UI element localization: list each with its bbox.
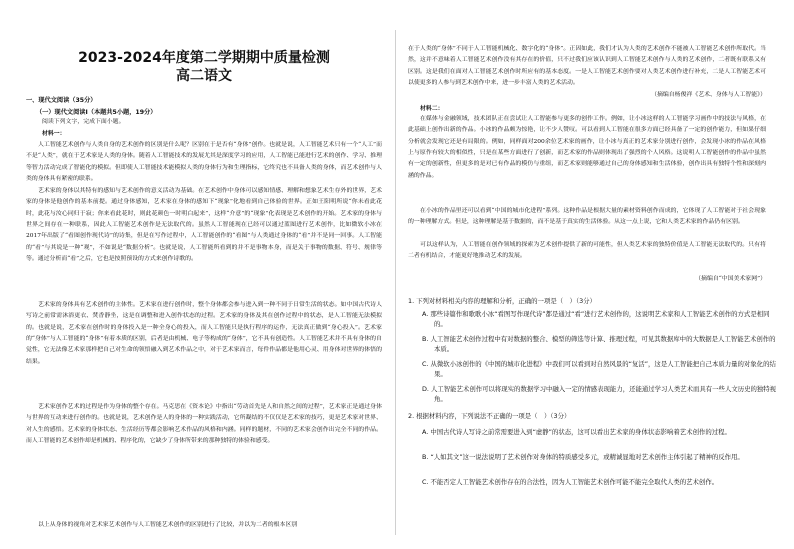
question-1-option-c[interactable]: C. 从微软小冰创作的《中国的城市化进程》中我们可以看到对自然风景的“复活”，这是人工智能把自己本质力量的对象化的结果。 [422,360,776,379]
paragraph: 在媒体与金融领域，技术团队正在尝试让人工智能参与更多的创作工作。例如，让小冰这样的人工智能学习画作中的技法与风格，在此基础上创作出新的作品。小冰的作品颇为惊艳，让不少人赞叹。可以看到人工智能在很多方面已经具备了一定的创作能力，但如果仔细分析就会发现它还是有局限的。例如，同样面对200余位艺术家的画作，让小冰与真正的艺术家分别进行创作，会发现小冰的作品在风格上与原作有较大的相似性，只是在某些方面进行了创新，而艺术家的作品则体现出了强烈的个人风格。这说明人工智能创作的作品中虽然有一定的创新性，但更多的是对已有作品的模仿与重组，而艺术家则能够通过自己的身体感知和生活体验，创作出具有独特个性和深刻内涵的作品。 [408,116,766,179]
paragraph: 艺术家的身体具有艺术创作的主体性。艺术家在进行创作时，整个身体都会参与进入到一种不同于日常生活的状态。如中国古代诗人写诗之前常需沐浴更衣、焚香静坐，这是在调整和进入创作状态的过程。艺术家的身体及其在创作过程中的状态，是人工智能无法模拟的。也就是说，艺术家在创作时的身体投入是一种全身心的投入，而人工智能只是执行程序的运作，无法真正做到“身心投入”。艺术家的“身体”与人工智能的“身体”有着本质的区别，后者是由机械、电子等构成的“身体”，它不具有创造性。人工智能艺术并不具有身体的自觉性，它无法像艺术家那样把自己对生命的领悟融入到艺术作品之中，对于艺术家而言，每件作品都是他用心灵、用身体对世界的体悟的结果。 [26,302,382,365]
paragraph: 在于人类的“身体”不同于人工智能机械化、数字化的“身体”。正因如此，我们才认为人类的艺术创作不能被人工智能艺术创作所取代。当然，这并不意味着人工智能艺术创作没有其存在的价值，只不过我们应该认识到人工智能艺术创作与人类的艺术创作，二者既有联系又有区别。这是我们在面对人工智能艺术创作时所应有的基本态度。一是人工智能艺术创作要对人类艺术创作进行补充，二是人工智能艺术可以使更多的人参与到艺术创作中来，进一步丰富人类的艺术活动。 [408,46,766,87]
question-1-option-a[interactable]: A. 那些诗篇作和歌歌小冰“看图写作现代诗”都是通过“看”进行艺术创作的，这说明艺术家和人工智能艺术创作的方式是相同的。 [422,310,770,329]
paragraph: 可以这样认为，人工智能在创作领域的探索为艺术创作提供了新的可能性，但人类艺术家的独特价值是人工智能无法取代的。只有将二者有机结合，才能更好地推动艺术的发展。 [408,242,766,260]
material-2-label: 材料二： [420,105,444,112]
question-1-option-d[interactable]: D. 人工智能艺术创作可以将现实的数据学习中融入一定的情感表现能力，还能通过学习人类艺术而具有一些人文历史的独特视角。 [422,385,777,404]
paragraph: 艺术家的身体以其特有的感知与艺术创作的意义活动为基础。在艺术创作中身体可以感知情感、理解和想象艺术生存外的世界，艺术家的身体是他创作的基本前提。通过身体感知，艺术家在身体的感知下“现象”化地看到自己体验的世界。正如王阳明所说“你未看此花时，此花与汝心同归于寂；你来看此花时，则此花颜色一时明白起来”，这样“介意”的“现象”化表现是艺术创作的开始。艺术家的身体与世界之间存在一种联系，因此人工智能艺术创作是无法取代的。虽然人工智能现在已经可以通过蓝图进行艺术创作，比如微软小冰在2017年出版了“看图创作现代诗”的诗集，但是在写作过程中，人工智能创作的“看图”与人类通过身体的“看”并不是同一回事。人工智能的“看”与其说是一种“观”，不如说是“数据分析”。也就是说，人工智能所看到的并不是事物本身，而是关于事物的数据、符号、规律等等。通过分析而“看”之后，它也是按照预设的方式来创作诗歌的。 [26,188,382,263]
subsection-heading: （一）现代文阅读Ⅰ（本题共5小题，19分） [36,109,157,116]
source-note: （摘编自杨俊祥《艺术、身体与人工智能》） [651,92,766,98]
section-heading: 一、现代文阅读（35分） [26,97,97,104]
exam-subject: 高二语文 [176,68,232,84]
question-2-option-b[interactable]: B. “人如其文”这一说法说明了艺术创作对身体的特质感受多元，或精诚显地对艺术创作主体引起了精神的反作用。 [422,453,744,461]
material-1-label: 材料一： [42,130,66,137]
paragraph: 以上从身体的视角对艺术家艺术创作与人工智能艺术创作的区别进行了比较，并以为二者的根本区别 [38,522,298,528]
paragraph: 艺术家创作艺术的过程是作为身体的整个存在。马克思在《资本论》中指出“劳动首先是人和自然之间的过程”，艺术家正是通过身体与世界的互动来进行创作的。也就是说，艺术创作是人的身体的一种实践活动，它所凝结的不仅仅是艺术家的技巧，更是艺术家对世界、对人生的感悟。艺术家的身体状态、生活经历等都会影响艺术作品的风格和内涵。同样的题材，不同的艺术家会创作出完全不同的作品。而人工智能的艺术创作却是机械的、程序化的，它缺少了身体所带来的那种独特的体验和感受。 [26,404,382,445]
question-1-option-b[interactable]: B. 人工智能艺术创作过程中有对数据的整合、模型的筛选等计算、推理过程，可见其数据库中的大数据是人工智能艺术创作的本质。 [422,335,776,354]
question-2: 2. 根据材料内容，下列说法不正确的一项是（ ）（3分） [408,412,571,420]
question-2-option-a[interactable]: A. 中国古代诗人写诗之前常需要进入到“虚静”的状态，这可以看出艺术家的身体状态影响着艺术创作的过程。 [422,428,731,436]
instruction: 阅读下列文字，完成下面小题。 [42,119,125,125]
paragraph: 人工智能艺术创作与人类自身的艺术创作的区别是什么呢？区别在于是否有“身体”创作。也就是说，人工智能艺术只有一个“人工”而不是“人类”，就在于艺术家是人类的身体。随着人工智能技术的发展尤其是深度学习的应用，人工智能已能进行艺术的创作、学习、推理等智力活动完成了智能化的模拟。但即使人工智能技术能模拟人类的身体行为和生理指标，它终究也不具备人类的身体，而艺术创作与人类的身体具有紧密的联系。 [26,142,382,183]
question-1: 1. 下列对材料相关内容的理解和分析，正确的一项是（ ）（3分） [408,297,596,305]
exam-title: 2023-2024年度第二学期期中质量检测 [78,50,330,66]
source-note: （摘编自“中国美术家网”） [695,276,766,282]
paragraph: 在小冰的作品里还可以看到“中国的城市化进程”系列。这种作品是根据大量的素材资料创作而成的，它体现了人工智能对于社会现象的一种理解方式。但是，这种理解是基于数据的，而不是基于真实的生活体验。从这一点上说，它和人类艺术家的作品仍有区别。 [408,208,766,226]
question-2-option-c[interactable]: C. 不能否定人工智能艺术创作存在的合法性，因为人工智能艺术创作可能不能完全取代人类的艺术创作。 [422,478,719,486]
column-divider [395,30,396,535]
